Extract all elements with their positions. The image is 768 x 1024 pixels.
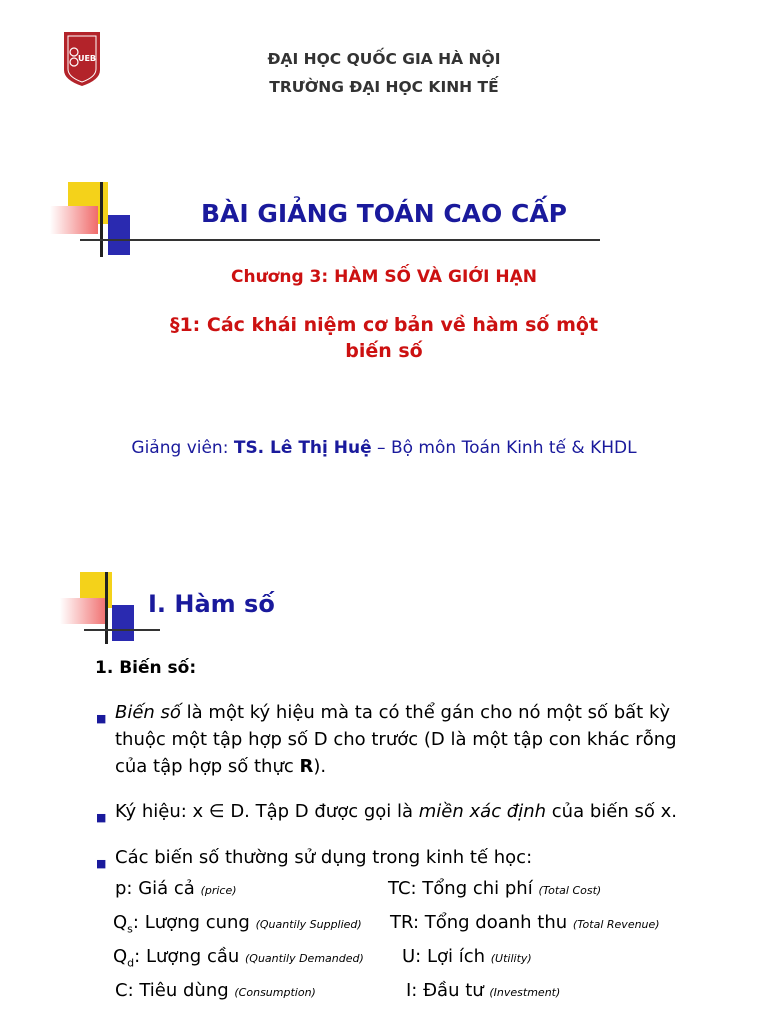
lecturer-name: TS. Lê Thị Huệ (233, 438, 372, 458)
bullet-icon: ■ (96, 712, 107, 725)
term-mien-xac-dinh: miền xác định (418, 801, 547, 822)
university-name: ĐẠI HỌC QUỐC GIA HÀ NỘI (267, 50, 501, 68)
bullet-1-line3: của tập hợp số thực R). (115, 756, 327, 777)
bullet-2-part2: của biến số x. (546, 801, 677, 822)
bullet-1-text (115, 699, 677, 780)
lecturer-dept: – Bộ môn Toán Kinh tế & KHDL (371, 438, 637, 458)
var-price: p: Giá cả (price) (115, 878, 237, 899)
var-quantity-demanded: $Q_d$: Lượng cầu (Quantily Demanded) (113, 946, 364, 970)
var-total-revenue: TR: Tổng doanh thu (Total Revenue) (390, 912, 660, 933)
term-bien-so: Biến số (115, 702, 181, 723)
lecturer-line (0, 438, 768, 458)
section-heading: I. Hàm số (148, 590, 275, 618)
bullet-icon: ■ (96, 811, 107, 824)
section-title-line2: biến số (345, 340, 423, 362)
var-investment: I: Đầu tư (Investment) (406, 980, 561, 1001)
sub-heading: 1. Biến số: (95, 658, 197, 678)
var-consumption: C: Tiêu dùng (Consumption) (115, 980, 316, 1001)
var-utility: U: Lợi ích (Utility) (402, 946, 532, 967)
bullet-2-part1: Ký hiệu: x ∈ D. Tập D được gọi là (115, 801, 419, 822)
var-total-cost: TC: Tổng chi phí (Total Cost) (388, 878, 602, 899)
lecture-title: BÀI GIẢNG TOÁN CAO CẤP (200, 199, 567, 228)
section-title-line1: §1: Các khái niệm cơ bản về hàm số một (169, 314, 599, 336)
real-set-symbol: R (299, 756, 314, 777)
var-quantity-supplied: $Q_s$: Lượng cung (Quantily Supplied) (113, 912, 362, 936)
bullet-1-line2: thuộc một tập hợp số D cho trước (D là một tập con khác rỗng (115, 729, 677, 750)
bullet-2-text (115, 798, 677, 825)
chapter-title: Chương 3: HÀM SỐ VÀ GIỚI HẠN (231, 267, 537, 287)
section-decoration (60, 572, 160, 644)
bullet-1-line1: là một ký hiệu mà ta có thể gán cho nó một số bất kỳ (180, 702, 671, 723)
lecturer-prefix: Giảng viên: (131, 438, 234, 458)
logo-text: UEB (77, 54, 97, 63)
bullet-3-text: Các biến số thường sử dụng trong kinh tế học: (115, 847, 533, 868)
bullet-icon: ■ (96, 857, 107, 870)
faculty-name: TRƯỜNG ĐẠI HỌC KINH TẾ (269, 78, 499, 96)
